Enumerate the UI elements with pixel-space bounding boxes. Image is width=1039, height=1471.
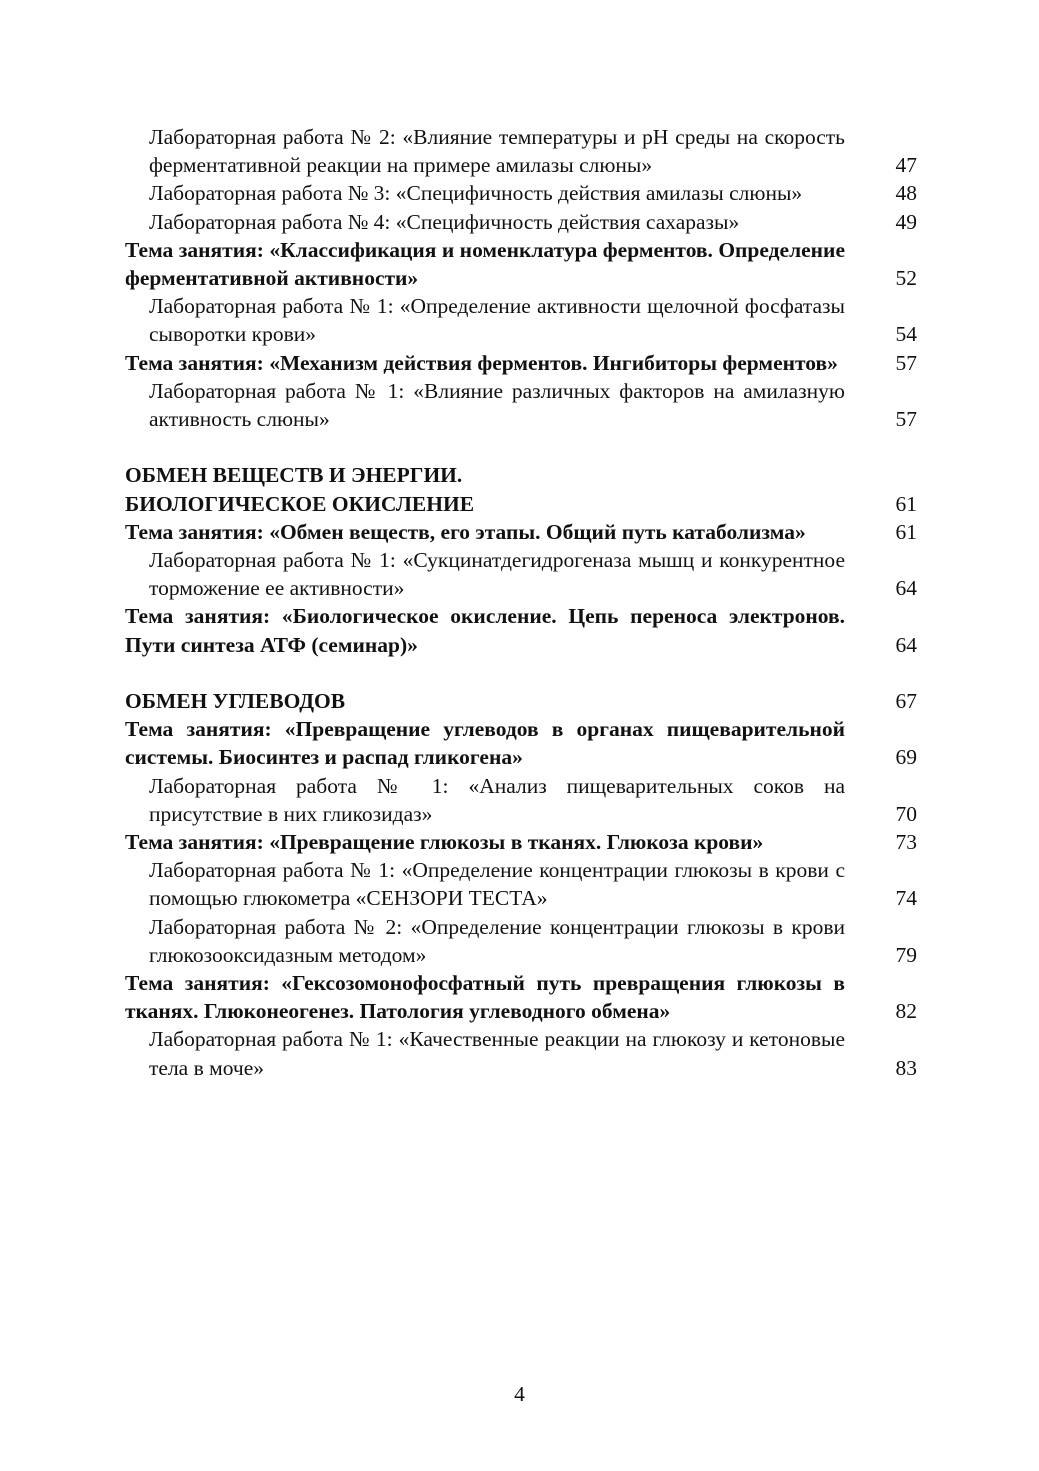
toc-lab-entry: [125, 377, 917, 433]
toc-entry-title: Тема занятия: «Биологическое окисление. Цепь переноса электронов. Пути синтеза АТФ (семинар)»: [125, 604, 845, 657]
section-spacer: [125, 433, 917, 461]
toc-topic-entry: [125, 349, 917, 377]
toc-page-number: 83: [895, 1055, 917, 1080]
toc-topic-entry: [125, 715, 917, 771]
toc-page-number: 64: [895, 576, 917, 601]
toc-section-heading: [125, 687, 917, 715]
page-number: 4: [514, 1382, 525, 1406]
toc-topic-entry: [125, 969, 917, 1025]
toc-topic-entry: [125, 828, 917, 856]
toc-page-number: 67: [895, 689, 917, 714]
toc-entry-title: Тема занятия: «Превращение глюкозы в тканях. Глюкоза крови»: [125, 830, 764, 855]
toc-lab-entry: [125, 913, 917, 969]
toc-page-number: 48: [895, 181, 917, 206]
toc-entry-title: Тема занятия: «Механизм действия ферментов. Ингибиторы ферментов»: [125, 350, 838, 375]
toc-lab-entry: [125, 123, 917, 179]
toc-lab-entry: [125, 292, 917, 348]
toc-entry-title: Тема занятия: «Гексозомонофосфатный путь превращения глюкозы в тканях. Глюконеогенез. Патология углеводного обмена»: [125, 971, 845, 1024]
toc-entry-title: Лабораторная работа № 2: «Определение концентрации глюкозы в крови глюкозооксидазным методом»: [149, 914, 845, 967]
toc-page-number: 73: [895, 830, 917, 855]
toc-entry-title: ОБМЕН УГЛЕВОДОВ: [125, 689, 346, 714]
toc-page-number: 54: [895, 322, 917, 347]
toc-lab-entry: [125, 179, 917, 207]
toc-page-number: 70: [895, 801, 917, 826]
toc-topic-entry: [125, 602, 917, 658]
toc-entry-title: Тема занятия: «Обмен веществ, его этапы. Общий путь катаболизма»: [125, 519, 806, 544]
toc-entry-title: Тема занятия: «Превращение углеводов в органах пищеварительной системы. Биосинтез и распад гликогена»: [125, 717, 845, 770]
toc-page-number: 69: [895, 745, 917, 770]
section-spacer: [125, 659, 917, 687]
toc-entry-title: Тема занятия: «Классификация и номенклатура ферментов. Определение ферментативной активности»: [125, 237, 845, 291]
toc-entry-title: Лабораторная работа № 1: «Определение концентрации глюкозы в крови с помощью глюкометра «СЕНЗОРИ ТЕСТА»: [149, 858, 845, 911]
toc-topic-entry: [125, 236, 917, 292]
toc-entry-title: Лабораторная работа № 1: «Качественные реакции на глюкозу и кетоновые тела в моче»: [149, 1027, 845, 1080]
toc-page-number: 79: [895, 942, 917, 967]
toc-page-number: 61: [895, 491, 917, 516]
toc-entry-title: БИОЛОГИЧЕСКОЕ ОКИСЛЕНИЕ: [125, 491, 475, 516]
toc-lab-entry: [125, 208, 917, 236]
toc-lab-entry: [125, 546, 917, 602]
toc-entry-title: Лабораторная работа № 1: «Анализ пищеварительных соков на присутствие в них гликозидаз»: [149, 773, 845, 826]
toc-page-number: 74: [895, 886, 917, 911]
toc-page-number: 64: [895, 632, 917, 657]
toc-entry-title: Лабораторная работа № 1: «Влияние различных факторов на амилазную активность слюны»: [149, 378, 845, 432]
toc-page-number: 57: [895, 407, 917, 432]
toc-lab-entry: [125, 856, 917, 912]
toc-page-number: 47: [895, 153, 917, 178]
toc-section-heading: [125, 490, 917, 518]
toc-entry-title: Лабораторная работа № 3: «Специфичность действия амилазы слюны»: [149, 181, 803, 206]
toc-page-number: 61: [895, 519, 917, 544]
toc-topic-entry: [125, 518, 917, 546]
toc-entry-title: Лабораторная работа № 4: «Специфичность действия сахаразы»: [149, 209, 740, 234]
table-of-contents: [125, 123, 917, 1082]
toc-entry-title: Лабораторная работа № 1: «Сукцинатдегидрогеназа мышц и конкурентное торможение ее активности»: [149, 548, 845, 601]
toc-entry-title: Лабораторная работа № 2: «Влияние температуры и pH среды на скорость ферментативной реакции на примере амилазы слюны»: [149, 125, 845, 178]
toc-page-number: 82: [895, 999, 917, 1024]
toc-entry-title: Лабораторная работа № 1: «Определение активности щелочной фосфатазы сыворотки крови»: [149, 294, 845, 347]
toc-entry-title: ОБМЕН ВЕЩЕСТВ И ЭНЕРГИИ.: [125, 463, 463, 488]
toc-lab-entry: [125, 772, 917, 828]
toc-page-number: 57: [895, 350, 917, 375]
toc-lab-entry: [125, 1025, 917, 1081]
toc-page-number: 52: [895, 266, 917, 291]
toc-page-number: 49: [895, 209, 917, 234]
toc-section-heading: [125, 461, 917, 489]
